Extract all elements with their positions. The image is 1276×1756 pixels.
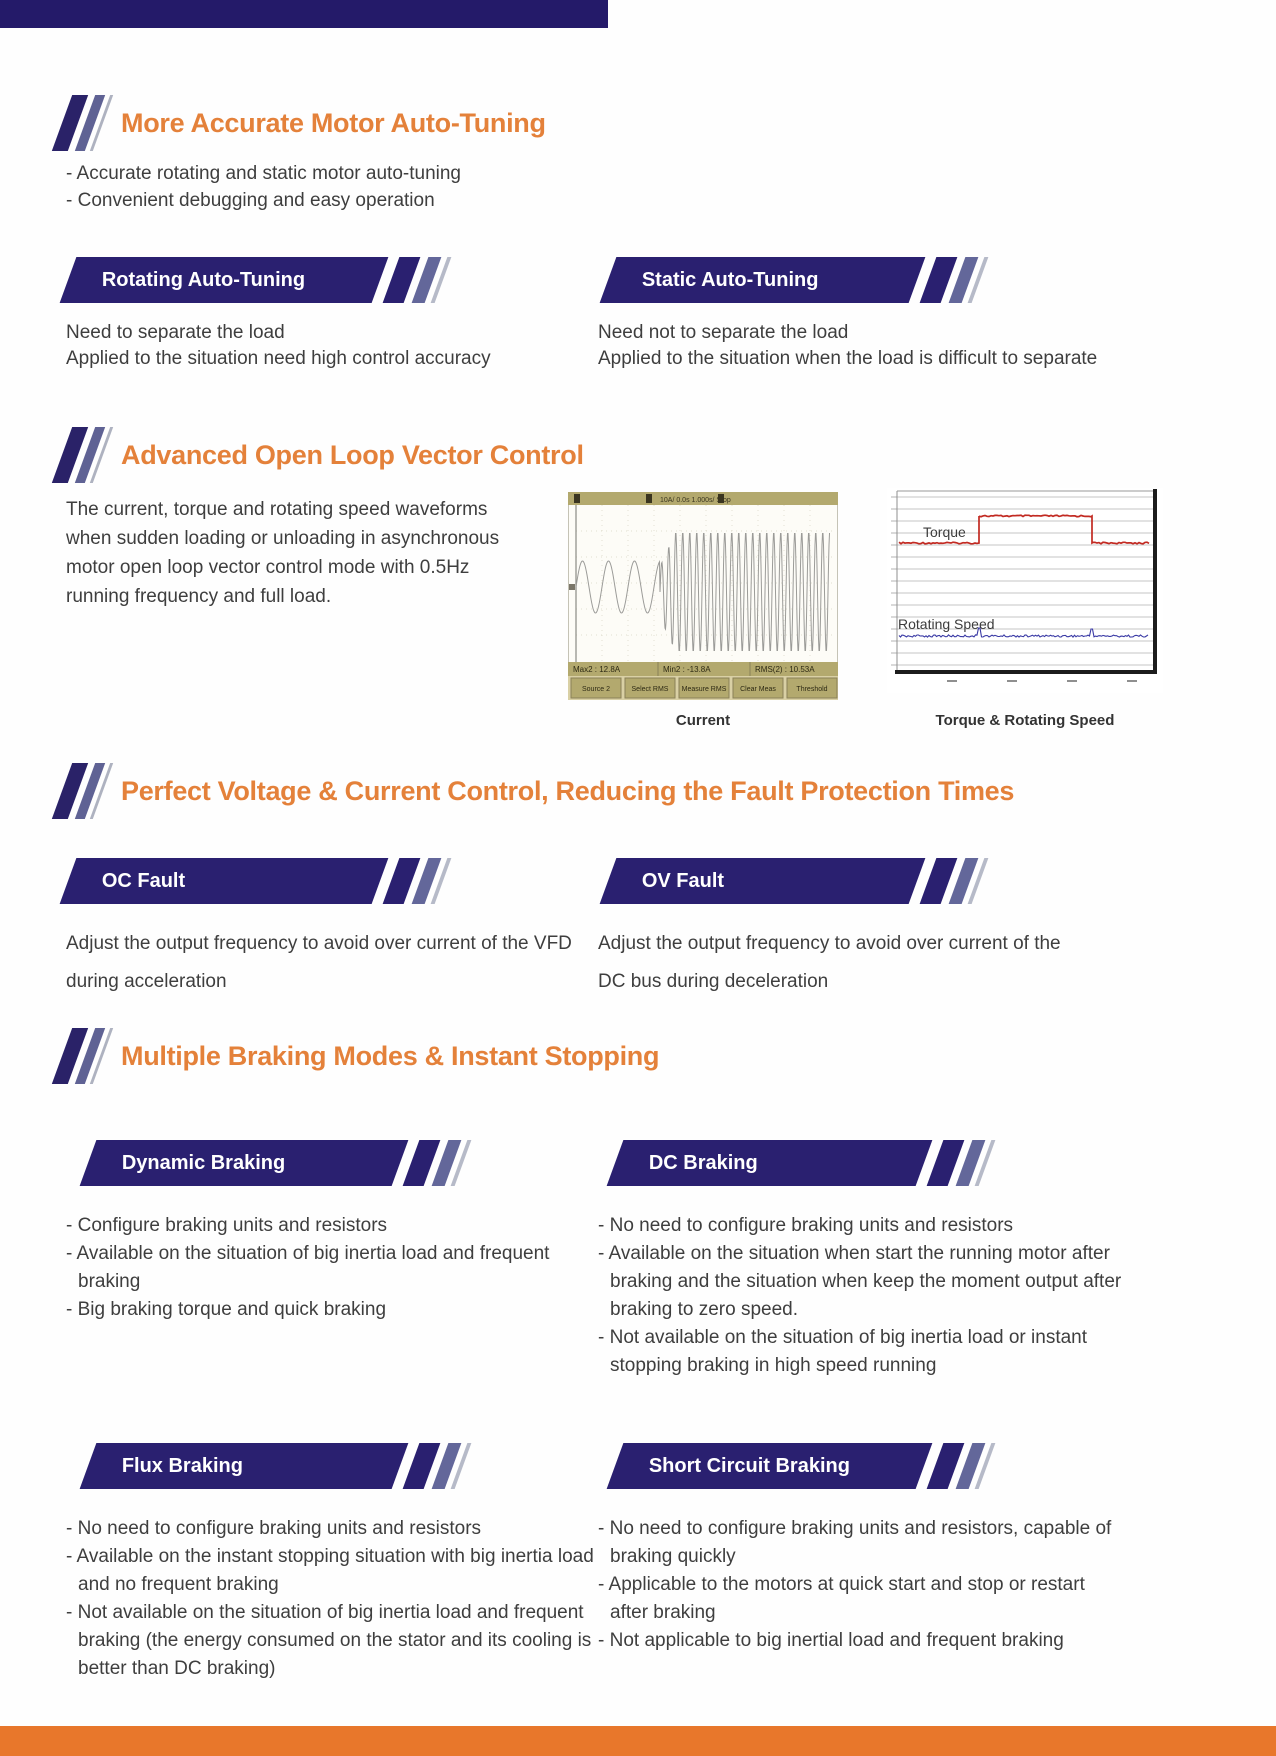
chart-bottom-frame: [895, 670, 1157, 674]
section-title-fault: Perfect Voltage & Current Control, Reducing the Fault Protection Times: [121, 775, 1015, 806]
scope-readout-rms: RMS(2) : 10.53A: [755, 665, 815, 674]
section-title-autotuning: More Accurate Motor Auto-Tuning: [121, 107, 546, 138]
dynamic-braking-bullets: [66, 1212, 596, 1324]
scope-readout-min: Min2 : -13.8A: [663, 665, 711, 674]
scope-header-text: 10A/ 0.0s 1.000s/ Stop: [660, 497, 731, 504]
section-header-braking: [62, 1028, 659, 1084]
bullet-line: - Available on the situation of big inertia load and frequent braking: [66, 1243, 550, 1292]
banner-dc-braking: [615, 1140, 987, 1186]
bullet-line: - Not applicable to big inertial load and frequent braking: [598, 1630, 1064, 1651]
short-circuit-braking-bullets: [598, 1515, 1123, 1655]
banner-label: Flux Braking: [122, 1454, 244, 1477]
scope-menu-buttons: [571, 678, 837, 698]
bullet-line: - Available on the instant stopping situation with big inertia load and no frequent braking: [66, 1546, 594, 1595]
bullet-line: - No need to configure braking units and resistors: [598, 1215, 1014, 1236]
banner-label: DC Braking: [649, 1151, 758, 1174]
section-title-braking: Multiple Braking Modes & Instant Stopping: [121, 1040, 660, 1071]
banner-rotating-auto-tuning: [68, 257, 443, 303]
chart-right-frame: [1153, 489, 1157, 674]
bullet-line: - Not available on the situation of big inertia load or instant stopping braking in high speed running: [598, 1327, 1088, 1376]
rotating-autotuning-text: [66, 320, 586, 372]
static-autotuning-text: [598, 320, 1158, 372]
banner-label: Static Auto-Tuning: [642, 268, 819, 291]
banner-label: Short Circuit Braking: [649, 1454, 851, 1477]
oc-fault-text: Adjust the output frequency to avoid over current of the VFD during acceleration: [66, 933, 572, 992]
section-header-autotuning: [62, 95, 546, 151]
flux-braking-bullets: [66, 1515, 596, 1683]
banner-flux-braking: [88, 1443, 463, 1489]
rotating-speed-label: Rotating Speed: [898, 616, 995, 632]
bullet-line: - Available on the situation when start the running motor after braking and the situation when keep the moment output after braking to zero speed.: [598, 1243, 1122, 1320]
banner-label: Rotating Auto-Tuning: [102, 268, 306, 291]
svg-text:Measure RMS: Measure RMS: [681, 686, 727, 693]
section-header-fault: [62, 763, 1014, 819]
banner-label: Dynamic Braking: [122, 1151, 286, 1174]
autotuning-bullets: [66, 160, 461, 214]
bullet-line: - Big braking torque and quick braking: [66, 1299, 387, 1320]
current-caption: Current: [675, 712, 731, 729]
text-line: Applied to the situation need high control accuracy: [66, 348, 491, 369]
torque-label: Torque: [923, 524, 966, 540]
svg-text:Clear Meas: Clear Meas: [740, 686, 776, 693]
bullet-line: - Configure braking units and resistors: [66, 1215, 388, 1236]
slash-icon: [52, 427, 113, 483]
slash-icon: [52, 95, 113, 151]
slash-icon: [52, 1028, 113, 1084]
banner-oc-fault: [68, 858, 443, 904]
current-scope-image: [568, 492, 838, 705]
bullet-line: - Applicable to the motors at quick start and stop or restart after braking: [598, 1574, 1085, 1623]
dc-braking-bullets: [598, 1212, 1123, 1380]
slash-icon: [52, 763, 113, 819]
vector-control-paragraph: The current, torque and rotating speed waveforms when sudden loading or unloading in asynchronous motor open loop vector control mode with 0.5Hz running frequency and full load.: [66, 499, 500, 607]
banner-label: OV Fault: [642, 869, 725, 892]
banner-ov-fault: [608, 858, 980, 904]
torque-speed-caption: Torque & Rotating Speed: [935, 712, 1115, 729]
section-header-vector-control: [62, 427, 584, 483]
section-title-vector-control: Advanced Open Loop Vector Control: [121, 439, 584, 470]
banner-dynamic-braking: [88, 1140, 463, 1186]
banner-static-auto-tuning: [608, 257, 980, 303]
text-line: Applied to the situation when the load is difficult to separate: [598, 348, 1098, 369]
svg-text:Threshold: Threshold: [796, 686, 828, 693]
torque-speed-chart: [887, 488, 1163, 698]
banner-label: OC Fault: [102, 869, 186, 892]
svg-text:Source 2: Source 2: [581, 686, 611, 693]
svg-text:Select RMS: Select RMS: [631, 686, 669, 693]
text-line: Need to separate the load: [66, 322, 285, 343]
bullet-line: - Accurate rotating and static motor auto-tuning: [66, 163, 461, 184]
bullet-line: - No need to configure braking units and resistors: [66, 1518, 482, 1539]
text-line: Need not to separate the load: [598, 322, 849, 343]
bottom-accent-bar: [0, 1726, 1276, 1756]
bullet-line: - No need to configure braking units and resistors, capable of braking quickly: [598, 1518, 1112, 1567]
top-accent-bar: [0, 0, 608, 28]
ov-fault-text: Adjust the output frequency to avoid over current of the DC bus during deceleration: [598, 933, 1061, 992]
banner-short-circuit-braking: [615, 1443, 987, 1489]
scope-readout-max: Max2 : 12.8A: [573, 665, 621, 674]
bullet-line: - Convenient debugging and easy operation: [66, 190, 435, 211]
bullet-line: - Not available on the situation of big inertia load and frequent braking (the energy consumed on the stator and its cooling is better than DC braking): [66, 1602, 592, 1679]
